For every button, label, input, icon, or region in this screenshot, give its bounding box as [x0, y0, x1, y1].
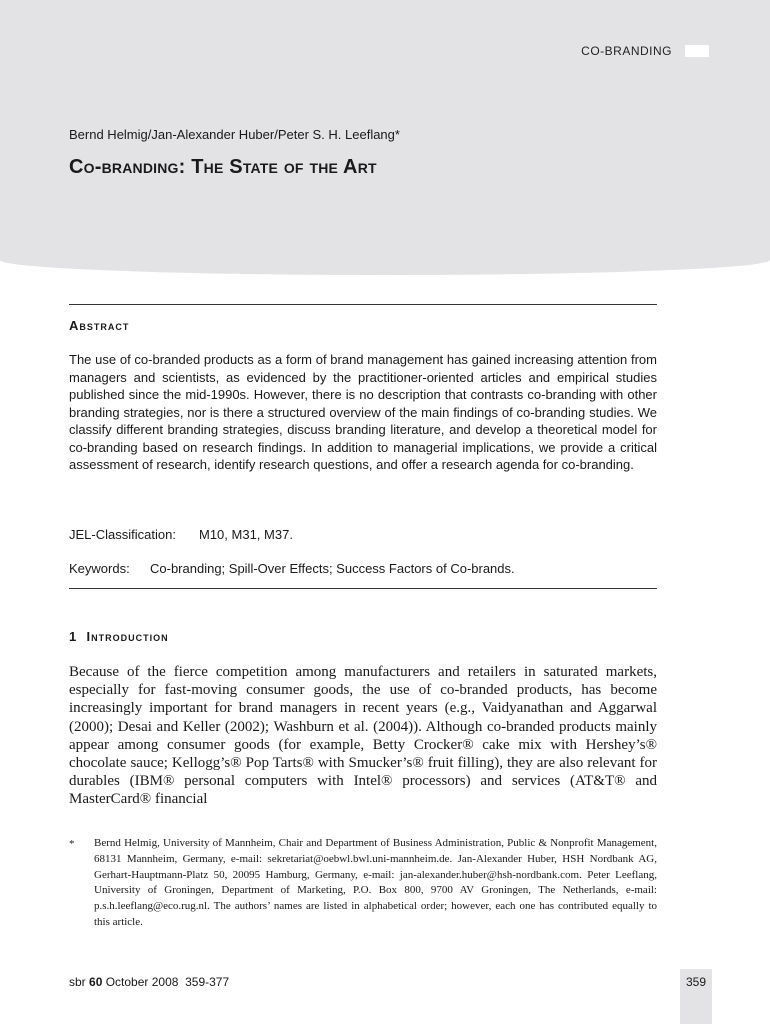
- introduction-heading: [69, 629, 169, 644]
- running-title-tab: [685, 45, 709, 57]
- author-list: Bernd Helmig/Jan-Alexander Huber/Peter S. H. Leeflang*: [69, 127, 400, 142]
- abstract-heading: Abstract: [69, 318, 130, 333]
- journal-name: sbr: [69, 975, 86, 989]
- footnote-text: Bernd Helmig, University of Mannheim, Chair and Department of Business Administration, Public & Nonprofit Management, 68131 Mannheim, Germany, e-mail: sekretariat@oebwl.bwl.uni-mannheim.de. Jan-Alexander Huber, HSH Nordbank AG, Gerhart-Hauptmann-Platz 50, 20095 Hamburg, Germany, e-mail: jan-alexander.huber@hsh-nordbank.com. Peter Leeflang, University of Groningen, Department of Marketing, P.O. Box 800, 9700 AV Groningen, The Netherlands, e-mail: p.s.h.leeflang@eco.rug.nl. The authors’ names are listed in alphabetical order; however, each one has contributed equally to this article.: [94, 837, 657, 928]
- keywords: [69, 561, 515, 576]
- page-number: 359: [685, 975, 707, 989]
- divider-top: [69, 304, 657, 305]
- journal-citation: [69, 975, 229, 989]
- section-title: Introduction: [86, 629, 169, 644]
- journal-pages: 359-377: [185, 975, 230, 989]
- keywords-value: Co-branding; Spill-Over Effects; Success Factors of Co-brands.: [150, 561, 515, 576]
- keywords-label: Keywords:: [69, 561, 130, 576]
- journal-volume: 60: [89, 975, 103, 989]
- footnote-mark: *: [69, 838, 75, 850]
- divider-bottom: [69, 588, 657, 589]
- jel-value: M10, M31, M37.: [199, 527, 293, 542]
- jel-classification: [69, 527, 293, 542]
- introduction-text: Because of the fierce competition among manufacturers and retailers in saturated markets, especially for fast-moving consumer goods, the use of co-branded products, has become increasingly important for brand managers in recent years (e.g., Vaidyanathan and Aggarwal (2000); Desai and Keller (2002); Washburn et al. (2004)). Although co-branded products mainly appear among consumer goods (for example, Betty Crocker® cake mix with Hershey’s® chocolate sauce; Kellogg’s® Pop Tarts® with Smucker’s® fruit filling), they are also relevant for durables (IBM® personal computers with Intel® processors) and services (AT&T® and MasterCard® financial: [69, 664, 657, 808]
- journal-date: October 2008: [105, 975, 179, 989]
- jel-label: JEL-Classification:: [69, 527, 176, 542]
- running-title: CO-BRANDING: [581, 44, 672, 58]
- abstract-text: The use of co-branded products as a form of brand management has gained increasing attention from managers and scientists, as evidenced by the practitioner-oriented articles and empirical studies published since the mid-1990s. However, there is no description that contrasts co-branding with other branding strategies, nor is there a structured overview of the main findings of co-branding studies. We classify different branding strategies, discuss branding literature, and develop a theoretical model for co-branding based on research findings. In addition to managerial implications, we provide a critical assessment of research, identify research questions, and offer a research agenda for co-branding.: [69, 352, 657, 472]
- section-number: 1: [69, 629, 78, 644]
- paper-title: Co-branding: The State of the Art: [69, 156, 377, 178]
